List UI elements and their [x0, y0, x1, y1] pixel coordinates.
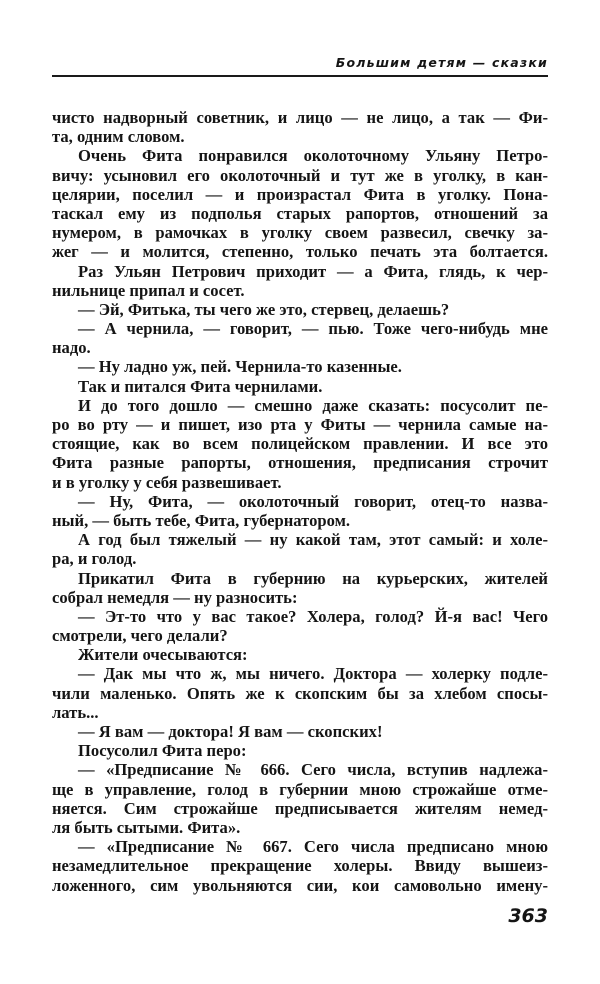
text-line: Очень Фита понравился околоточному Ульяну Петро- — [78, 146, 548, 166]
running-header — [52, 55, 548, 77]
text-line: собрал немедля — ну разносить: — [52, 587, 298, 607]
text-line: Раз Ульян Петрович приходит — а Фита, глядь, к чер- — [78, 261, 548, 281]
text-line: чили маленько. Опять же к скопским бы за хлебом спосы- — [52, 683, 548, 703]
text-line: чисто надворный советник, и лицо — не лицо, а так — Фи- — [52, 108, 548, 127]
text-line: ля быть сытыми. Фита». — [52, 817, 241, 837]
text-line: жег — и молится, степенно, только печать эта болтается. — [52, 242, 548, 262]
text-line: и в уголку у себя развешивает. — [52, 472, 282, 492]
text-line: вичу: усыновил его околоточный и тут же в уголку, в кан- — [52, 165, 548, 185]
text-line: — А чернила, — говорит, — пью. Тоже чего-нибудь мне — [78, 319, 548, 339]
text-line: Так и питался Фита чернилами. — [78, 376, 323, 396]
text-line: Прикатил Фита в губернию на курьерских, жителей — [78, 568, 548, 588]
text-line: — Эй, Фитька, ты чего же это, стервец, делаешь? — [78, 299, 450, 319]
text-line: няется. Сим строжайше предписывается жителям немед- — [52, 798, 548, 818]
text-line: Жители очесываются: — [78, 645, 248, 665]
text-line: нумером, в рамочках в уголку своем развесил, свечку за- — [52, 223, 548, 243]
text-line: — Ну ладно уж, пей. Чернила-то казенные. — [78, 357, 402, 377]
text-line: ще в управление, голод в губернии мною строжайше отме- — [52, 779, 548, 799]
running-header-title: Большим детям — сказки — [335, 55, 548, 70]
text-line: лать... — [52, 702, 99, 722]
text-line: целярии, поселил — и произрастал Фита в уголку. Пона- — [52, 184, 548, 204]
text-line: ро во рту — и пишет, изо рта у Фиты — чернила самые на- — [52, 415, 548, 434]
text-line: смотрели, чего делали? — [52, 626, 228, 646]
text-line: — «Предписание № 666. Сего числа, вступив надлежа- — [78, 760, 548, 780]
text-line: незамедлительное прекращение холеры. Ввиду вышеиз- — [52, 856, 548, 876]
page-number: 363 — [508, 905, 548, 927]
text-line: — Ну, Фита, — околоточный говорит, отец-то назва- — [78, 491, 548, 511]
text-line: ный, — быть тебе, Фита, губернатором. — [52, 510, 351, 530]
text-line: Посусолил Фита перо: — [78, 741, 247, 761]
text-line: ра, и голод. — [52, 549, 137, 569]
body-text — [52, 108, 548, 895]
text-line: нильнице припал и сосет. — [52, 280, 245, 300]
text-line: та, одним словом. — [52, 127, 185, 147]
text-line: И до того дошло — смешно даже сказать: посусолит пе- — [78, 395, 548, 415]
text-line: стоящие, как во всем полицейском правлении. И все это — [52, 434, 548, 454]
text-line: ложенного, сим увольняются сии, кои самовольно имену- — [52, 875, 548, 895]
text-line: — «Предписание № 667. Сего числа предписано мною — [78, 837, 548, 857]
text-line: Фита разные рапорты, отношения, предписания строчит — [52, 453, 548, 473]
text-line: — Я вам — доктора! Я вам — скопских! — [78, 722, 383, 741]
text-line: надо. — [52, 338, 91, 358]
text-line: таскал ему из подполья старых рапортов, отношений за — [52, 203, 548, 223]
text-line: — Дак мы что ж, мы ничего. Доктора — холерку подле- — [78, 664, 548, 684]
text-line: — Эт-то что у вас такое? Холера, голод? Й-я вас! Чего — [78, 606, 548, 626]
text-line: А год был тяжелый — ну какой там, этот самый: и холе- — [78, 530, 548, 550]
